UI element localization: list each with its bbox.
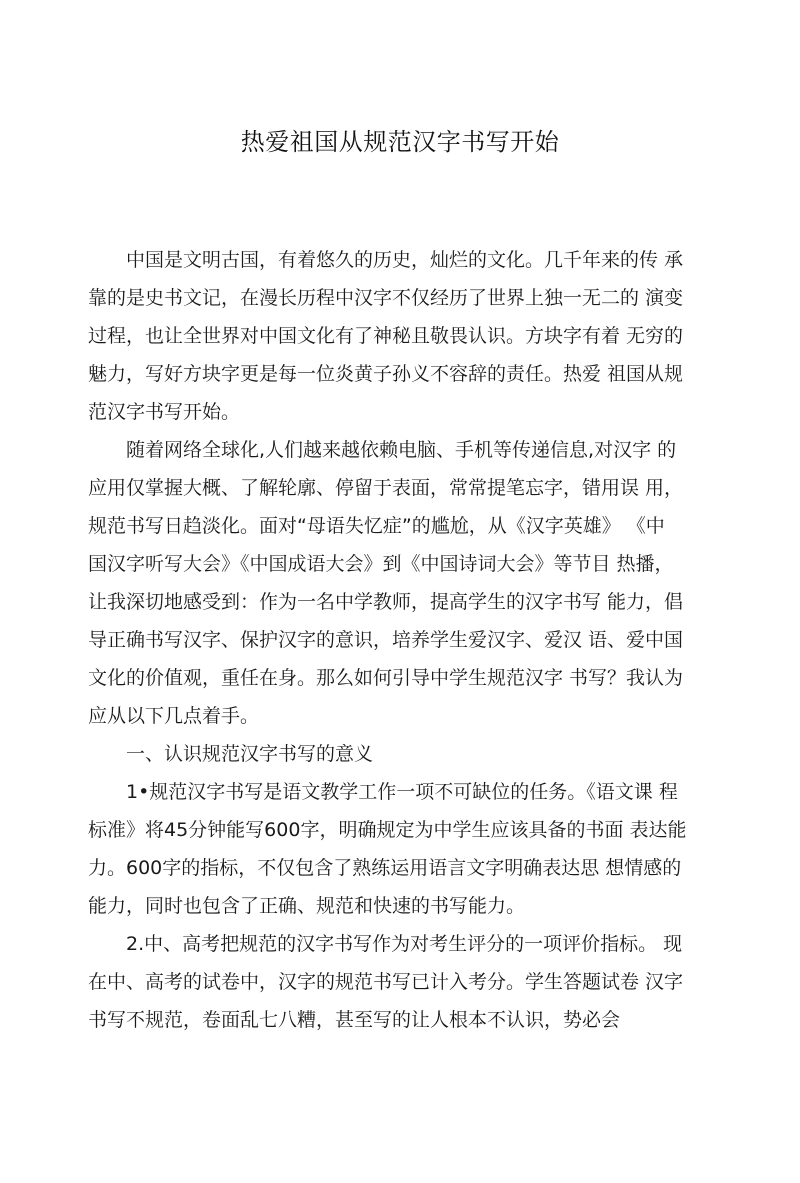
- paragraph-line: 能力，同时也包含了正确、规范和快速的书写能力。: [88, 895, 526, 917]
- paragraph-line: 过程，也让全世界对中国文化有了神秘且敬畏认识。方块字有着 无穷的: [88, 325, 684, 347]
- paragraph-line: 应从以下几点着手。: [88, 705, 260, 727]
- paragraph-line: 范汉字书写开始。: [88, 401, 241, 423]
- section-heading: 一、认识规范汉字书写的意义: [88, 743, 374, 765]
- paragraph-line: 书写不规范，卷面乱七八糟，甚至写的让人根本不认识，势必会: [88, 1009, 621, 1031]
- paragraph-line: 让我深切地感受到：作为一名中学教师，提高学生的汉字书写 能力，倡: [88, 591, 684, 613]
- paragraph-line: 规范书写日趋淡化。面对“母语失忆症”的尴尬，从《汉字英雄》 《中: [88, 515, 665, 537]
- paragraph-line: 在中、高考的试卷中，汉字的规范书写已计入考分。学生答题试卷 汉字: [88, 971, 684, 993]
- paragraph-line: 魅力，写好方块字更是每一位炎黄子孙义不容辞的责任。热爱 祖国从规: [88, 363, 684, 385]
- paragraph-line: 1•规范汉字书写是语文教学工作一项不可缺位的任务。《语文课 程: [88, 781, 678, 803]
- paragraph-line: 应用仅掌握大概、了解轮廓、停留于表面，常常提笔忘字，错用误 用，: [88, 477, 684, 499]
- document-body: [88, 241, 728, 1039]
- document-title: 热爱祖国从规范汉字书写开始: [240, 128, 560, 156]
- paragraph-line: 文化的价值观，重任在身。那么如何引导中学生规范汉字 书写？我认为: [88, 667, 684, 689]
- paragraph-line: 中国是文明古国，有着悠久的历史，灿烂的文化。几千年来的传 承: [88, 249, 684, 271]
- paragraph-line: 标准》将45分钟能写600字，明确规定为中学生应该具备的书面 表达能: [88, 819, 687, 841]
- paragraph-line: 导正确书写汉字、保护汉字的意识，培养学生爱汉字、爱汉 语、爱中国: [88, 629, 684, 651]
- paragraph-line: 靠的是史书文记，在漫长历程中汉字不仅经历了世界上独一无二的 演变: [88, 287, 684, 309]
- paragraph-line: 力。600字的指标，不仅包含了熟练运用语言文字明确表达思 想情感的: [88, 857, 682, 879]
- paragraph-line: 随着网络全球化,人们越来越依赖电脑、手机等传递信息,对汉字 的: [88, 439, 677, 461]
- paragraph-line: 国汉字听写大会》《中国成语大会》到《中国诗词大会》等节目 热播，: [88, 553, 674, 575]
- paragraph-line: 2.中、高考把规范的汉字书写作为对考生评分的一项评价指标。 现: [88, 933, 683, 955]
